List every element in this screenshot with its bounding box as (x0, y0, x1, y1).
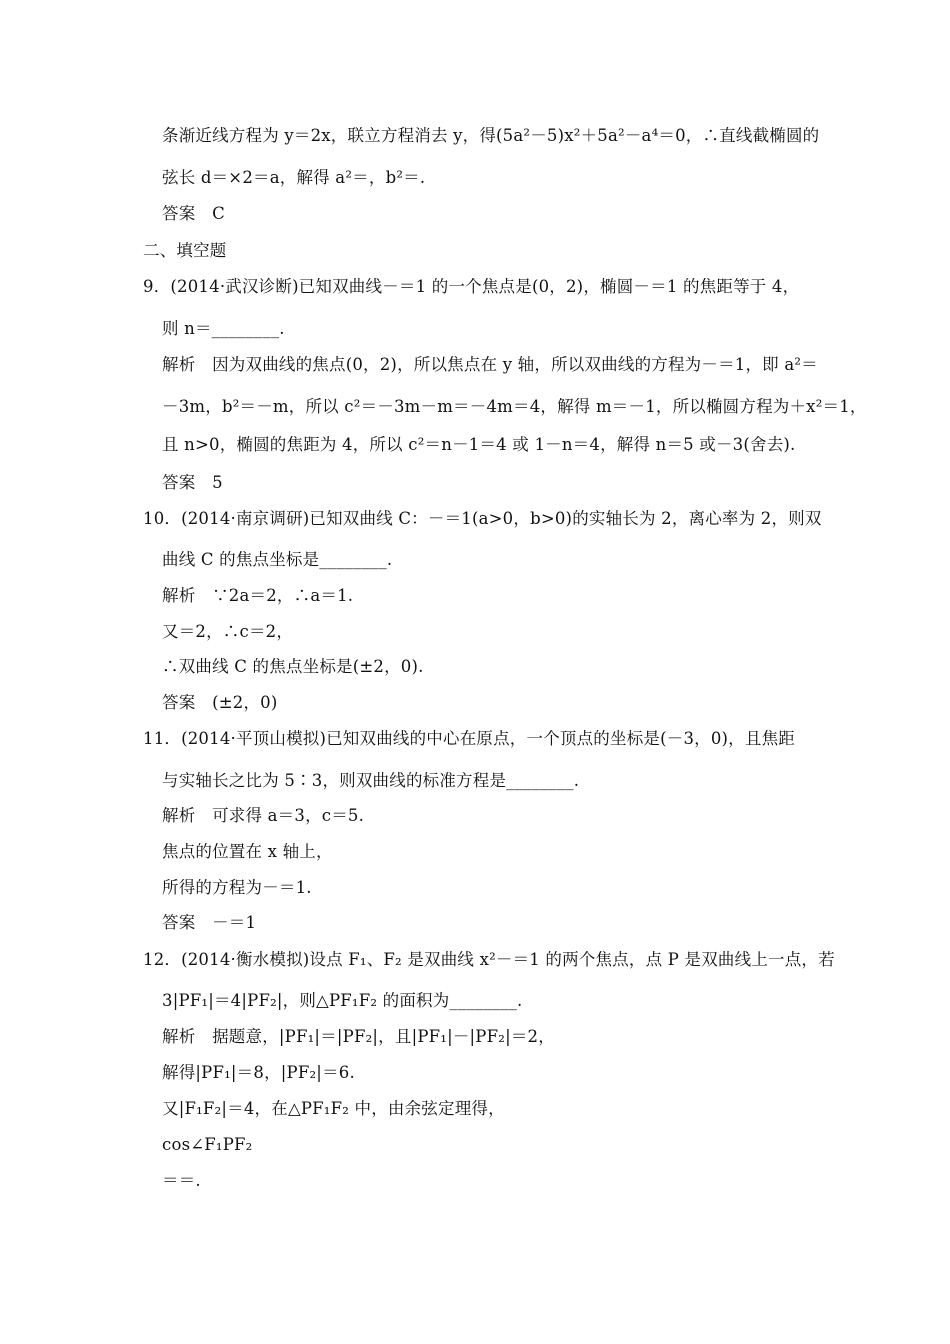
text-line: 条渐近线方程为 y＝2x，联立方程消去 y，得(5a²－5)x²＋5a²－a⁴＝0，∴直线截椭圆的 (162, 126, 820, 145)
question-line: 3|PF₁|＝4|PF₂|，则△PF₁F₂ 的面积为________. (162, 991, 523, 1010)
text-line: 弦长 d＝×2＝a，解得 a²＝，b²＝. (162, 168, 426, 187)
solution-line: 解得|PF₁|＝8，|PF₂|＝6. (162, 1063, 355, 1082)
solution-line: 又|F₁F₂|＝4，在△PF₁F₂ 中，由余弦定理得， (162, 1099, 505, 1118)
question-line: 与实轴长之比为 5∶3，则双曲线的标准方程是________. (162, 771, 580, 790)
solution-line: 解析 因为双曲线的焦点(0，2)，所以焦点在 y 轴，所以双曲线的方程为－＝1，即 a²＝ (162, 355, 818, 374)
solution-line: 焦点的位置在 x 轴上， (162, 842, 333, 861)
solution-line: 解析 可求得 a＝3，c＝5. (162, 806, 365, 825)
section-heading: 二、填空题 (143, 241, 227, 260)
solution-line: ∴双曲线 C 的焦点坐标是(±2，0). (162, 657, 424, 676)
solution-line: 又＝2，∴c＝2， (162, 622, 294, 641)
solution-line: ＝＝. (162, 1171, 201, 1190)
question-line: 12．(2014·衡水模拟)设点 F₁、F₂ 是双曲线 x²－＝1 的两个焦点，点 P 是双曲线上一点，若 (143, 950, 835, 969)
solution-line: －3m，b²＝－m，所以 c²＝－3m－m＝－4m＝4，解得 m＝－1，所以椭圆方程为＋x²＝1， (162, 397, 867, 416)
solution-line: 解析 ∵2a＝2，∴a＝1. (162, 586, 354, 605)
question-line: 则 n＝________. (162, 319, 285, 338)
answer-line: 答案 (±2，0) (162, 693, 278, 712)
solution-line: cos∠F₁PF₂ (162, 1135, 253, 1154)
answer-line: 答案 －＝1 (162, 913, 257, 932)
solution-line: 且 n>0，椭圆的焦距为 4，所以 c²＝n－1＝4 或 1－n＝4，解得 n＝5 或－3(舍去). (162, 435, 796, 454)
question-line: 曲线 C 的焦点坐标是________. (162, 550, 393, 569)
question-line: 10．(2014·南京调研)已知双曲线 C：－＝1(a>0，b>0)的实轴长为 2，离心率为 2，则双 (143, 509, 822, 528)
question-line: 11．(2014·平顶山模拟)已知双曲线的中心在原点，一个顶点的坐标是(－3，0)，且焦距 (143, 729, 795, 748)
solution-line: 所得的方程为－＝1. (162, 878, 312, 897)
solution-line: 解析 据题意，|PF₁|＝|PF₂|，且|PF₁|－|PF₂|＝2， (162, 1027, 555, 1046)
answer-line: 答案 C (162, 204, 225, 223)
answer-line: 答案 5 (162, 473, 223, 492)
question-line: 9．(2014·武汉诊断)已知双曲线－＝1 的一个焦点是(0，2)，椭圆－＝1 的焦距等于 4， (143, 277, 800, 296)
